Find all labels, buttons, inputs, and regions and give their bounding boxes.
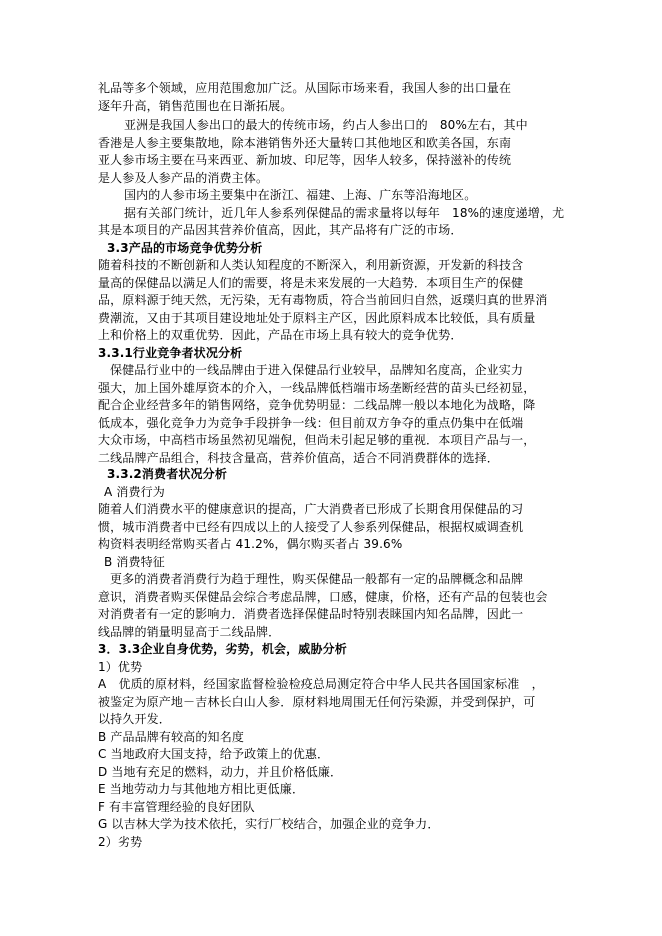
text-line: 对消费者有一定的影响力．消费者选择保健品时特别表睐国内知名品牌，因此一	[98, 607, 524, 621]
text-line: 品，原料源于纯天然，无污染，无有毒物质，符合当前回归自然，返璞归真的世界消	[98, 293, 548, 307]
text-line: E 当地劳动力与其他地方相比更低廉．	[98, 782, 305, 796]
text-line: 国内的人参市场主要集中在浙江、福建、上海、广东等沿海地区。	[124, 188, 477, 202]
text-line: 更多的消费者消费行为趋于理性，购买保健品一般都有一定的品牌概念和品牌	[110, 572, 524, 586]
text-line: 逐年升高，销售范围也在日渐拓展。	[98, 99, 293, 113]
text-line: 意识，消费者购买保健品会综合考虑品牌，口感，健康，价格，还有产品的包装也会	[98, 590, 548, 604]
text-line: 香港是人参主要集散地，除本港销售外还大量转口其他地区和欧美各国，东南	[98, 136, 512, 150]
text-line: 上和价格上的双重优势．因此，产品在市场上具有较大的竞争优势．	[98, 328, 463, 342]
text-line: B 产品品牌有较高的知名度	[98, 730, 244, 744]
section-heading: 3.3产品的市场竞争优势分析	[107, 241, 263, 255]
text-line: C 当地政府大国支持，给予政策上的优惠．	[98, 747, 330, 761]
section-heading: 3.3.2消费者状况分析	[107, 467, 227, 481]
text-line: 以持久开发．	[98, 712, 171, 726]
text-line: 惯，城市消费者中已经有四成以上的人接受了人参系列保健品，根据权威调查机	[98, 520, 524, 534]
text-line: 线品牌的销量明显高于二线品牌．	[98, 625, 281, 639]
text-line: 其是本项目的产品因其营养价值高，因此，其产品将有广泛的市场．	[98, 223, 463, 237]
text-line: D 当地有充足的燃料，动力，并且价格低廉．	[98, 765, 343, 779]
text-line: G 以吉林大学为技术依托，实行厂校结合，加强企业的竞争力．	[98, 817, 440, 831]
text-line: A 优质的原材料，经国家监督检验检疫总局测定符合中华人民共各国国家标准 ，	[98, 677, 544, 691]
text-line: 被鉴定为原产地－吉林长白山人参．原材料地周围无任何污染源，并受到保护，可	[98, 695, 536, 709]
text-line: 强大，加上国外雄厚资本的介入，一线品牌低档端市场垄断经营的苗头已经初显，	[98, 381, 536, 395]
text-line: 据有关部门统计，近几年人参系列保健品的需求量将以每年 18%的速度递增，尤	[124, 206, 565, 220]
section-heading: 3．3.3企业自身优势，劣势，机会，威胁分析	[98, 642, 347, 656]
text-line: 大众市场，中高档市场虽然初见端倪，但尚未引起足够的重视．本项目产品与一，	[98, 433, 536, 447]
text-line: 量高的保健品以满足人们的需要，将是未来发展的一大趋势．本项目生产的保健	[98, 276, 524, 290]
text-line: 亚人参市场主要在马来西亚、新加坡、印尼等，因华人较多，保持滋补的传统	[98, 153, 512, 167]
text-line: 保健品行业中的一线品牌由于进入保健品行业较早，品牌知名度高，企业实力	[110, 363, 524, 377]
section-heading: 3.3.1行业竞争者状况分析	[98, 346, 243, 360]
text-line: 亚洲是我国人参出口的最大的传统市场，约占人参出口的 80%左右，其中	[124, 118, 528, 132]
text-line: 随着科技的不断创新和人类认知程度的不断深入，利用新资源，开发新的科技含	[98, 258, 524, 272]
text-line: B 消费特征	[104, 555, 165, 569]
text-line: 低成本，强化竞争力为竞争手段拼争一线：但目前双方争夺的重点仍集中在低端	[98, 416, 524, 430]
text-line: 随着人们消费水平的健康意识的提高，广大消费者已形成了长期食用保健品的习	[98, 502, 524, 516]
text-line: 费潮流，又由于其项目建设地址处于原料主产区，因此原料成本比较低，具有质量	[98, 311, 536, 325]
text-line: A 消费行为	[104, 485, 165, 499]
text-line: 2）劣势	[98, 835, 143, 849]
text-line: 是人参及人参产品的消费主体。	[98, 171, 269, 185]
text-line: 1）优势	[98, 660, 143, 674]
text-line: 二线品牌产品组合，科技含量高，营养价值高，适合不同消费群体的选择．	[98, 451, 499, 465]
text-line: 礼品等多个领域，应用范围愈加广泛。从国际市场来看，我国人参的出口量在	[98, 81, 512, 95]
text-line: 构资料表明经常购买者占 41.2%，偶尔购买者占 39.6%	[98, 537, 403, 551]
text-line: 配合企业经营多年的销售网络，竞争优势明显：二线品牌一般以本地化为战略，降	[98, 398, 536, 412]
text-line: F 有丰富管理经验的良好团队	[98, 800, 255, 814]
